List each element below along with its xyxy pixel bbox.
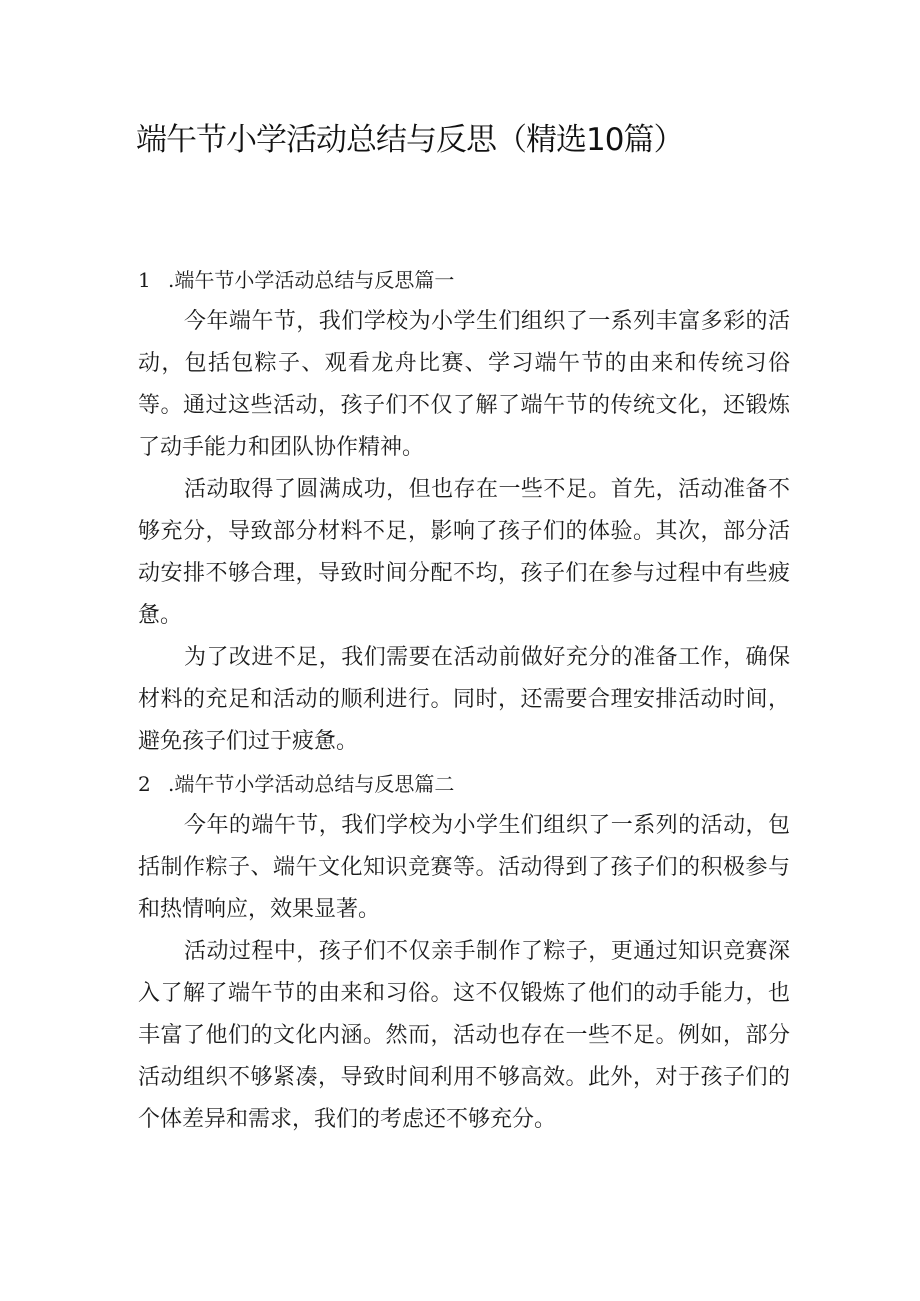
document-title: 端午节小学活动总结与反思（精选10篇） — [136, 122, 684, 158]
section-heading — [138, 763, 790, 805]
section-2 — [138, 763, 790, 1141]
section-1 — [138, 259, 790, 763]
paragraph: 为了改进不足，我们需要在活动前做好充分的准备工作，确保材料的充足和活动的顺利进行。同时，还需要合理安排活动时间，避免孩子们过于疲惫。 — [138, 645, 790, 754]
section-heading-text: .端午节小学活动总结与反思篇二 — [168, 772, 455, 796]
document-body — [138, 259, 790, 1141]
section-number: 1 — [138, 268, 151, 292]
paragraph: 今年的端午节，我们学校为小学生们组织了一系列的活动，包括制作粽子、端午文化知识竞赛等。活动得到了孩子们的积极参与和热情响应，效果显著。 — [138, 813, 790, 922]
section-number: 2 — [138, 772, 151, 796]
paragraph: 今年端午节，我们学校为小学生们组织了一系列丰富多彩的活动，包括包粽子、观看龙舟比赛、学习端午节的由来和传统习俗等。通过这些活动，孩子们不仅了解了端午节的传统文化，还锻炼了动手能力和团队协作精神。 — [138, 309, 790, 460]
paragraph: 活动过程中，孩子们不仅亲手制作了粽子，更通过知识竞赛深入了解了端午节的由来和习俗。这不仅锻炼了他们的动手能力，也丰富了他们的文化内涵。然而，活动也存在一些不足。例如，部分活动组织不够紧凑，导致时间利用不够高效。此外，对于孩子们的个体差异和需求，我们的考虑还不够充分。 — [138, 939, 790, 1132]
section-heading — [138, 259, 790, 301]
section-heading-text: .端午节小学活动总结与反思篇一 — [168, 268, 455, 292]
paragraph: 活动取得了圆满成功，但也存在一些不足。首先，活动准备不够充分，导致部分材料不足，影响了孩子们的体验。其次，部分活动安排不够合理，导致时间分配不均，孩子们在参与过程中有些疲惫。 — [138, 477, 790, 628]
